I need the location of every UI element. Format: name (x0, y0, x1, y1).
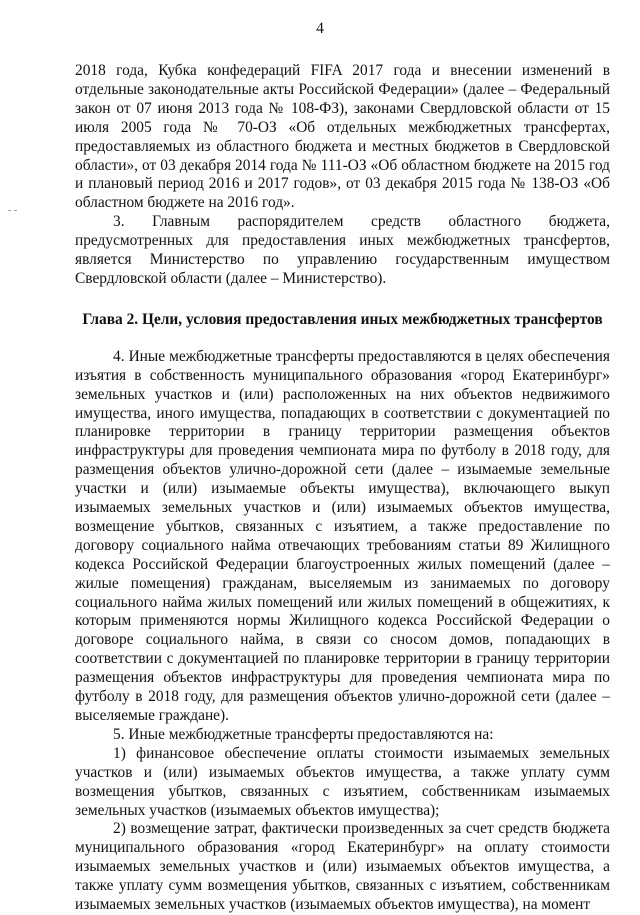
paragraph-5: 5. Иные межбюджетные трансферты предоставляются на: (113, 725, 494, 743)
paragraph-continuation: 2018 года, Кубка конфедераций FIFA 2017 года и внесении изменений в отдельные законодательные акты Российской Федерации» (далее – Федеральный закон от 07 июня 2013 года № 108-ФЗ), законами Свердловской области от 15 июля 2005 года № 70-ОЗ «Об отдельных межбюджетных трансфертах, предоставляемых из областного бюджета и местных бюджетов в Свердловской области», от 03 декабря 2014 года № 111-ОЗ «Об областном бюджете на 2015 год и плановый период 2016 и 2017 годов», от 03 декабря 2015 года № 138-ОЗ «Об областном бюджете на 2016 год». (75, 62, 610, 212)
paragraph-4: 4. Иные межбюджетные трансферты предоставляются в целях обеспечения изъятия в собственность муниципального образования «город Екатеринбург» земельных участков и (или) расположенных на них объектов недвижимого имущества, иного имущества, попадающих в соответствии с документацией по планировке территории в границу территории размещения объектов инфраструктуры для проведения чемпионата мира по футболу в 2018 году, для размещения объектов улично-дорожной сети (далее – изымаемые земельные участки и (или) изымаемые объекты имущества), включающего выкуп изымаемых земельных участков и (или) изымаемых объектов имущества, возмещение убытков, связанных с изъятием, а также предоставление по договору социального найма отвечающих требованиям статьи 89 Жилищного кодекса Российской Федерации благоустроенных жилых помещений (далее – жилые помещения) гражданам, выселяемым из занимаемых по договору социального найма жилых помещений или жилых помещений в общежитиях, к которым применяются нормы Жилищного кодекса Российской Федерации о договоре социального найма, в связи со сносом домов, попадающих в соответствии с документацией по планировке территории в границу территории размещения объектов инфраструктуры для проведения чемпионата мира по футболу в 2018 году, для размещения объектов улично-дорожной сети (далее – выселяемые граждане). (75, 347, 610, 724)
paragraph-3: 3. Главным распорядителем средств областного бюджета, предусмотренных для предоставления иных межбюджетных трансфертов, является Министерство по управлению государственным имуществом Свердловской области (далее – Министерство). (75, 213, 610, 287)
subitem-1: 1) финансовое обеспечение оплаты стоимости изымаемых земельных участков и (или) изымаемых объектов имущества, а также уплату сумм возмещения убытков, связанных с изъятием, собственникам изымаемых земельных участков (изымаемых объектов имущества); (75, 744, 610, 819)
subitem-2: 2) возмещение затрат, фактически произведенных за счет средств бюджета муниципального образования «город Екатеринбург» на оплату стоимости изымаемых земельных участков и (или) изымаемых объектов имущества, а также уплату сумм возмещения убытков, связанных с изъятием, собственникам изымаемых земельных участков (изымаемых объектов имущества), на момент (75, 820, 610, 914)
chapter-heading: Глава 2. Цели, условия предоставления иных межбюджетных трансфертов (82, 310, 603, 328)
page-number: 4 (316, 20, 324, 37)
margin-mark: - - (8, 205, 18, 216)
document-body (75, 62, 610, 915)
